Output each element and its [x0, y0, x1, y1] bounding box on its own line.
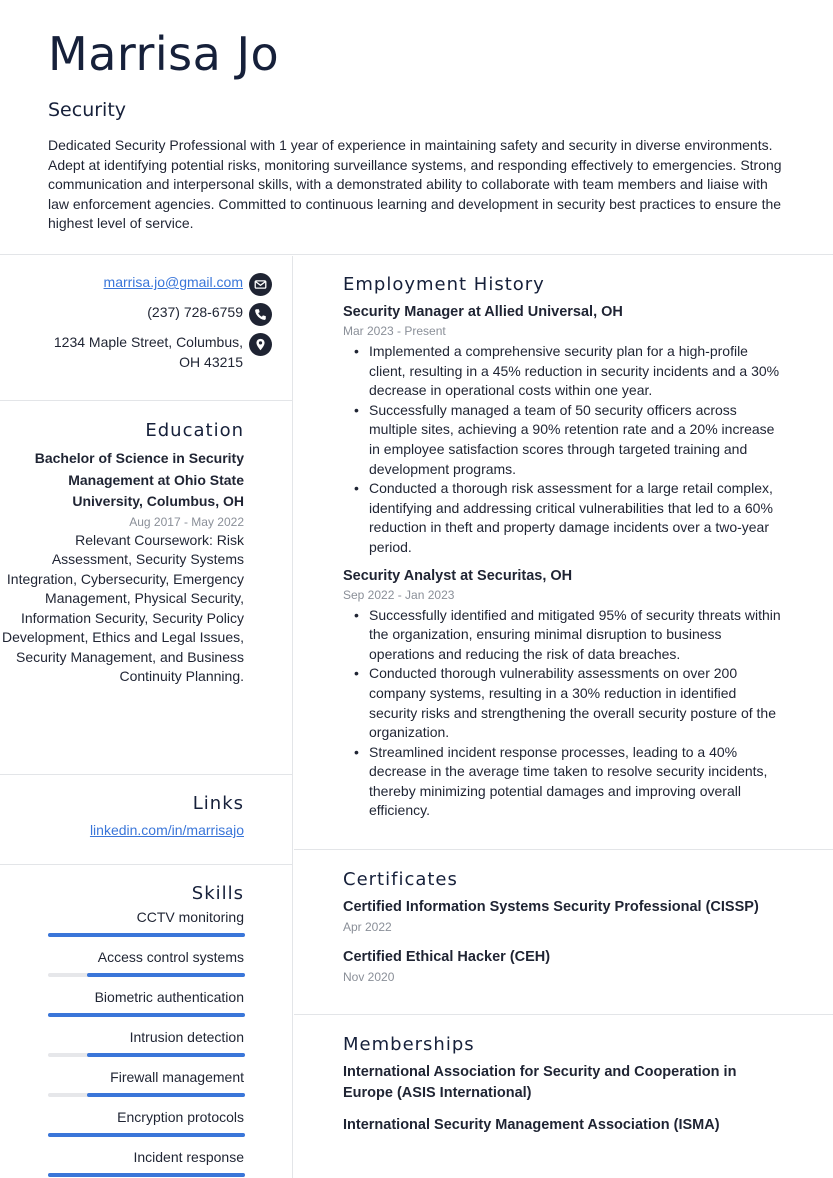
address: 1234 Maple Street, Columbus, OH 43215 [53, 334, 243, 370]
membership-title: International Association for Security and Cooperation in Europe (ASIS International) [343, 1064, 737, 1101]
job-title: Security Manager at Allied Universal, OH [343, 304, 623, 320]
certificate-entry [343, 897, 785, 936]
skill-level-bar [48, 1093, 245, 1097]
skill-level-fill [87, 1053, 245, 1057]
contact-email-row [0, 273, 272, 296]
certificates-heading: Certificates [343, 869, 458, 890]
skill-name: Intrusion detection [129, 1029, 244, 1045]
education-description: Relevant Coursework: Risk Assessment, Security Systems Integration, Cybersecurity, Emergency Management, Physical Security, Information Security, Security Policy Development, Ethics and Legal Issues, Security Management, and Business Continuity Planning. [1, 531, 244, 684]
job-bullet: • Successfully identified and mitigated 95% of security threats within the organization, ensuring minimal disruption to business operations and reducing the risk of data breaches. [343, 606, 785, 665]
certificate-title: Certified Ethical Hacker (CEH) [343, 949, 551, 965]
job-bullet: • Successfully managed a team of 50 security officers across multiple sites, achieving a 90% retention rate and a 20% increase in employee satisfaction scores through targeted training and development programs. [343, 401, 785, 479]
job-bullets [343, 606, 785, 822]
job-bullet: • Conducted a thorough risk assessment for a large retail complex, identifying and addressing critical vulnerabilities that led to a 60% reduction in theft and property damage incidents over a two-year period. [343, 479, 785, 557]
phone-icon [249, 303, 272, 326]
skill-item [0, 908, 244, 946]
skill-name: Firewall management [110, 1069, 244, 1085]
skill-item [0, 1028, 244, 1066]
memberships-heading: Memberships [343, 1034, 475, 1055]
skill-level-bar [48, 1053, 245, 1057]
skill-name: Incident response [133, 1149, 244, 1165]
linkedin-link[interactable]: linkedin.com/in/marrisajo [89, 822, 244, 838]
education-heading: Education [145, 420, 244, 441]
skill-level-fill [48, 933, 245, 937]
skill-item [0, 988, 244, 1026]
education-dates: Aug 2017 - May 2022 [129, 514, 244, 529]
skill-level-fill [87, 1093, 245, 1097]
job-bullet: • Implemented a comprehensive security plan for a high-profile client, resulting in a 45% reduction in security incidents and a 30% decrease in operational costs within one year. [343, 342, 785, 401]
skill-level-bar [48, 973, 245, 977]
skill-item [0, 1108, 244, 1146]
job-title: Security Analyst at Securitas, OH [343, 567, 573, 584]
skill-level-bar [48, 933, 245, 937]
skill-level-bar [48, 1133, 245, 1137]
candidate-name: Marrisa Jo [48, 27, 280, 81]
memberships-section [294, 1015, 833, 1136]
right-column [294, 256, 833, 1178]
links-section [0, 775, 292, 865]
skill-level-bar [48, 1173, 245, 1177]
location-pin-icon [249, 333, 272, 356]
contact-section [0, 256, 292, 401]
job-entry [343, 566, 785, 822]
membership-title: International Security Management Association (ISMA) [343, 1117, 720, 1133]
skills-heading: Skills [191, 883, 244, 904]
job-bullet: • Streamlined incident response processes, leading to a 40% decrease in the average time taken to resolve security incidents, thereby minimizing potential damages and improving overall efficiency. [343, 743, 785, 821]
contact-phone-row [0, 303, 272, 326]
skills-section [0, 865, 292, 1178]
skill-level-fill [87, 973, 245, 977]
skill-item [0, 1068, 244, 1106]
skill-level-fill [48, 1173, 245, 1177]
skill-name: CCTV monitoring [136, 909, 244, 925]
envelope-icon [249, 273, 272, 296]
contact-address-row [0, 333, 272, 372]
skill-item [0, 1148, 244, 1178]
certificate-date: Apr 2022 [343, 920, 392, 934]
certificate-title: Certified Information Systems Security Professional (CISSP) [343, 899, 759, 915]
skill-level-fill [48, 1133, 245, 1137]
job-dates: Mar 2023 - Present [343, 324, 446, 338]
job-bullet: • Conducted thorough vulnerability assessments on over 200 company systems, resulting in a 30% reduction in identified security risks and strengthening the overall security posture of the organization. [343, 664, 785, 742]
skill-item [0, 948, 244, 986]
skill-level-fill [48, 1013, 245, 1017]
job-bullets [343, 342, 785, 558]
certificate-entry [343, 947, 785, 986]
skills-list [0, 908, 244, 1178]
job-dates: Sep 2022 - Jan 2023 [343, 587, 455, 602]
skill-name: Access control systems [97, 949, 244, 965]
skill-name: Encryption protocols [117, 1109, 244, 1125]
degree-title: Bachelor of Science in Security Management at Ohio State University, Columbus, OH [34, 450, 244, 509]
email-link[interactable]: marrisa.jo@gmail.com [103, 274, 243, 290]
resume-header [0, 0, 833, 255]
certificate-date: Nov 2020 [343, 970, 395, 984]
certificates-section [294, 850, 833, 1015]
skill-name: Biometric authentication [94, 989, 244, 1005]
skill-level-bar [48, 1013, 245, 1017]
candidate-title: Security [48, 99, 127, 121]
left-column [0, 256, 293, 1178]
employment-section [294, 256, 833, 850]
phone-number: (237) 728-6759 [147, 304, 243, 320]
job-entry [343, 302, 785, 558]
employment-heading: Employment History [343, 274, 545, 295]
education-section [0, 401, 292, 775]
links-heading: Links [192, 793, 244, 814]
profile-summary: Dedicated Security Professional with 1 year of experience in maintaining safety and security in diverse environments. Adept at identifying potential risks, monitoring surveillance systems, and responding effectively to emergencies. Strong communication and interpersonal skills, with a demonstrated ability to collaborate with team members and liaise with law enforcement agencies. Committed to continuous learning and development in security best practices to ensure the highest level of service. [48, 137, 782, 232]
